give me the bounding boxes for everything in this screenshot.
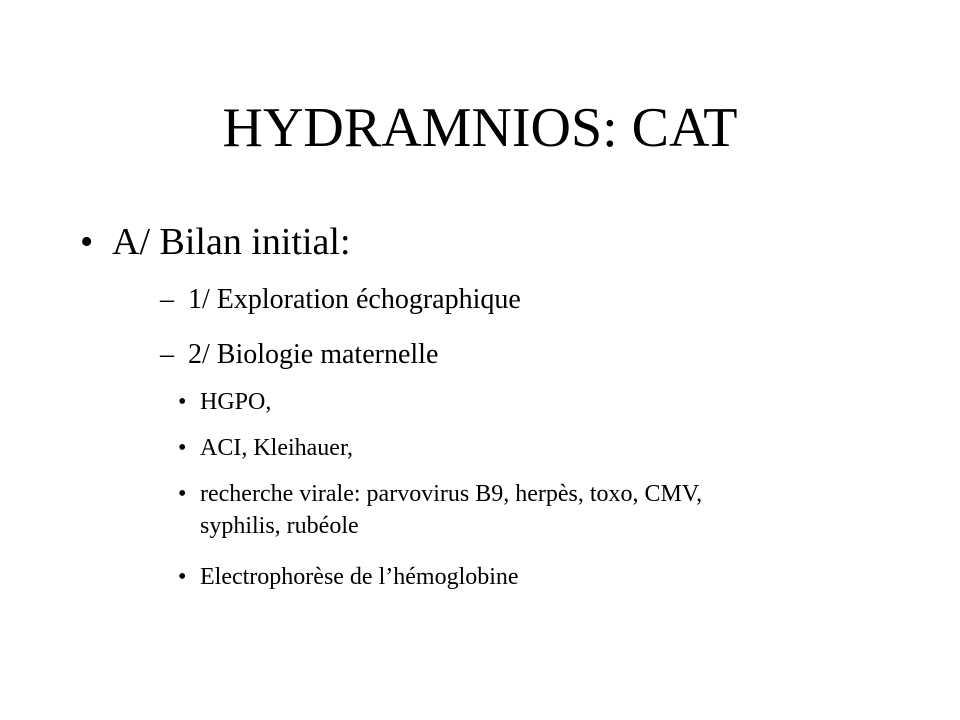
list-item-text: Electrophorèse de l’hémoglobine — [200, 564, 519, 590]
bullet-marker: • — [178, 435, 187, 461]
bullet-marker: • — [178, 564, 187, 590]
subsection-text: 2/ Biologie maternelle — [188, 339, 439, 370]
list-item — [178, 561, 519, 593]
list-item-text: HGPO, — [200, 389, 272, 415]
subsection-text: 1/ Exploration échographique — [188, 284, 521, 315]
list-item — [178, 386, 272, 418]
list-item-text-line2: syphilis, rubéole — [200, 513, 359, 539]
bullet-marker: • — [178, 481, 187, 507]
list-item — [178, 432, 353, 464]
dash-marker: – — [160, 339, 174, 370]
list-item-text: ACI, Kleihauer, — [200, 435, 353, 461]
list-item-text-line1: recherche virale: parvovirus B9, herpès, toxo, CMV, — [200, 481, 703, 507]
section-heading-text: A/ Bilan initial: — [112, 221, 351, 263]
dash-marker: – — [160, 284, 174, 315]
section-heading — [80, 216, 351, 268]
subsection-item — [160, 281, 521, 319]
list-item — [178, 478, 703, 542]
bullet-marker: • — [80, 221, 94, 263]
bullet-marker: • — [178, 389, 187, 415]
subsection-item — [160, 336, 439, 374]
slide-title: HYDRAMNIOS: CAT — [222, 97, 738, 159]
